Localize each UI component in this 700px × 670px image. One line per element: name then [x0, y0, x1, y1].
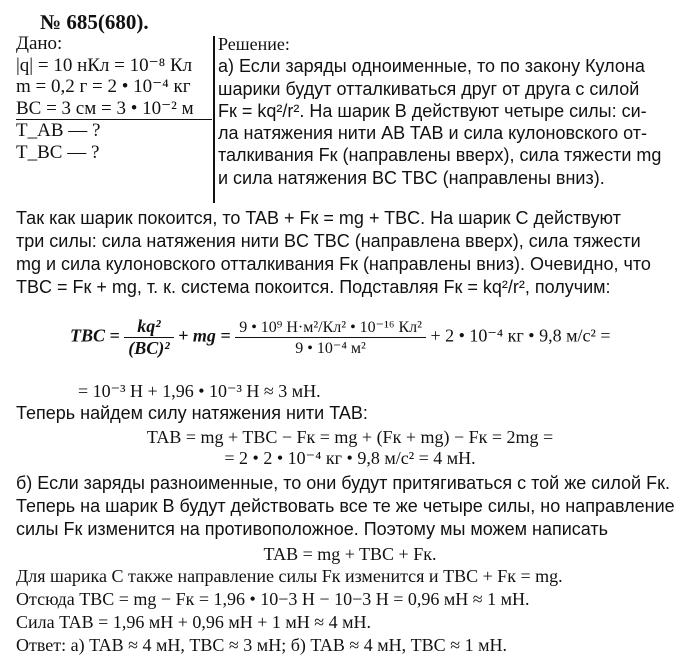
formula-tail: + 2 • 10⁻⁴ кг • 9,8 м/с² =	[430, 325, 611, 346]
unknown-tbc: T_BC — ?	[16, 141, 100, 163]
paragraph-opposite-charges	[16, 472, 696, 541]
fraction-denominator: (BC)²	[128, 338, 170, 358]
paragraph-conclusion	[16, 565, 696, 657]
solution-line: и сила натяжения BC TBC (направлены вниз).	[218, 167, 605, 188]
solution-line: а) Если заряды одноименные, то по закону Кулона	[218, 56, 645, 77]
formula-tbc-result: = 10⁻³ Н + 1,96 • 10⁻³ Н ≈ 3 мН.	[78, 381, 321, 401]
fraction-numerator: kq²	[124, 316, 173, 338]
formula-lhs: TBC =	[70, 325, 120, 346]
given-divider-vertical	[213, 36, 215, 203]
formula-tab	[0, 427, 700, 469]
solution-line: талкивания Fк (направлены вверх), сила тяжести mg	[218, 145, 662, 166]
solution-label: Решение:	[218, 34, 290, 54]
unknown-tab: T_AB — ?	[16, 120, 101, 141]
formula-mid: + mg =	[178, 325, 231, 346]
text-line: Для шарика C также направление силы Fк изменится и TBC + Fк = mg.	[16, 566, 563, 586]
text-line: mg и сила кулоновского отталкивания Fк (направлены вниз). Очевидно, что	[16, 254, 651, 274]
given-charge: |q| = 10 нКл = 10⁻⁸ Кл	[16, 54, 193, 76]
text-line: TBC = Fк + mg, т. к. система покоится. Подставляя Fк = kq²/r², получим:	[16, 277, 611, 297]
formula-tbc	[70, 316, 690, 380]
problem-number: № 685(680).	[40, 10, 149, 34]
text-line: б) Если заряды разноименные, то они будут притягиваться с той же силой Fк.	[16, 473, 670, 493]
given-distance: BC = 3 см = 3 • 10⁻² м	[16, 98, 212, 121]
text-line: Сила TAB = 1,96 мН + 0,96 мН + 1 мН ≈ 4 мН.	[16, 612, 372, 632]
given-section	[16, 33, 212, 163]
solution-line: шарики будут отталкиваться друг от друга с силой	[218, 78, 640, 99]
solution-section	[218, 33, 698, 189]
solution-line: ла натяжения нити AB TAB и сила кулоновского от-	[218, 123, 647, 144]
solution-line: Fк = kq²/r². На шарик B действуют четыре силы: си-	[218, 100, 647, 121]
text-line: три силы: сила натяжения нити BC TBC (направлена вверх), сила тяжести	[16, 231, 641, 251]
text-line: Теперь на шарик B будут действовать все те же четыре силы, но направление	[16, 496, 675, 516]
find-tab-line: Теперь найдем силу натяжения нити TAB:	[16, 403, 368, 423]
formula-tab-opposite: TAB = mg + TBC + Fк.	[263, 544, 437, 564]
answer-line: Ответ: а) TAB ≈ 4 мН, TBC ≈ 3 мН; б) TAB ≈ 4 мН, TBC ≈ 1 мН.	[16, 635, 507, 655]
fraction-denominator: 9 • 10⁻⁴ м²	[295, 340, 366, 357]
formula-tab-line2: = 2 • 2 • 10⁻⁴ кг • 9,8 м/с² = 4 мН.	[224, 448, 476, 468]
fraction-numerator: 9 • 10⁹ Н·м²/Кл² • 10⁻¹⁶ Кл²	[235, 317, 426, 338]
formula-tab-line1: TAB = mg + TBC − Fк = mg + (Fк + mg) − Fк = 2mg =	[146, 427, 554, 447]
given-label: Дано:	[16, 33, 63, 54]
paragraph-equilibrium	[16, 207, 696, 299]
given-mass: m = 0,2 г = 2 • 10⁻⁴ кг	[16, 76, 191, 97]
text-line: Отсюда TBC = mg − Fк = 1,96 • 10−3 Н − 10−3 Н = 0,96 мН ≈ 1 мН.	[16, 589, 530, 609]
fraction-kq2-bc2	[124, 316, 173, 359]
fraction-substitution	[235, 317, 426, 358]
text-line: Так как шарик покоится, то TAB + Fк = mg + TBC. На шарик С действуют	[16, 208, 621, 228]
text-line: силы Fк изменится на противоположное. Поэтому мы можем написать	[16, 519, 609, 539]
